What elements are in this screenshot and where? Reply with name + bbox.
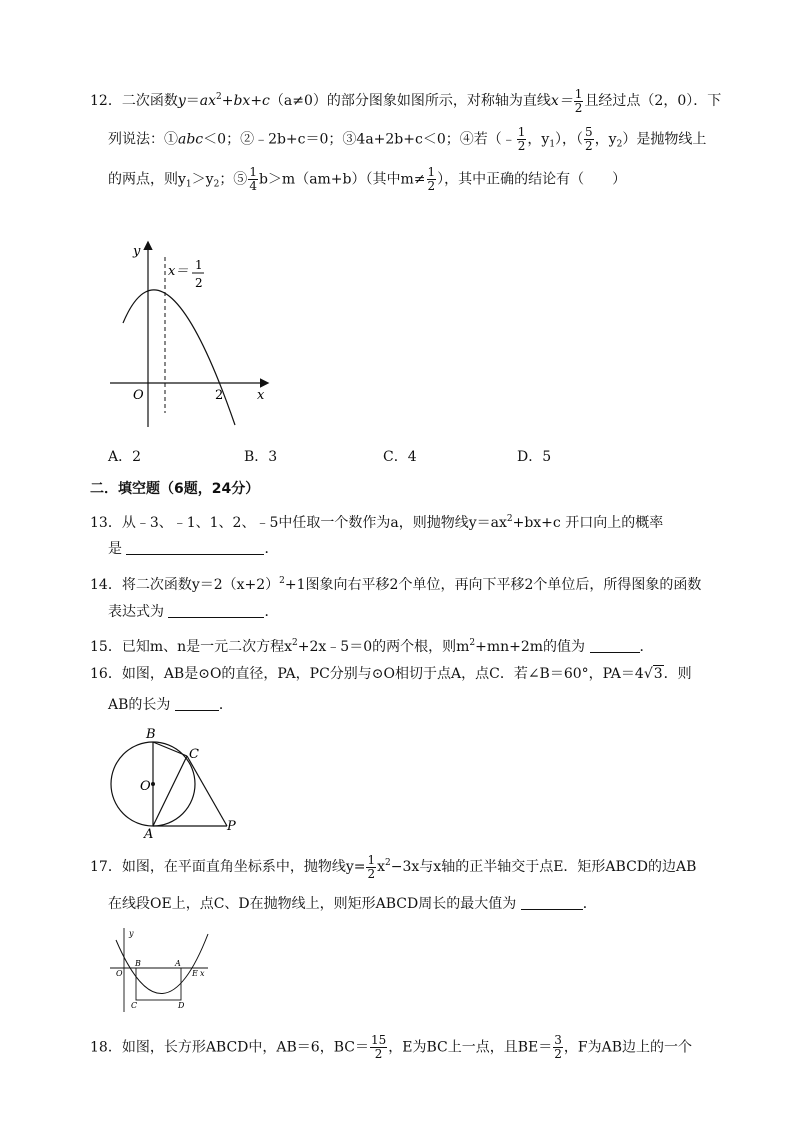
center-dot: [151, 782, 155, 786]
y-axis-label: y: [133, 244, 141, 259]
option-a[interactable]: A．2: [108, 449, 142, 465]
axis-frac-num: 1: [195, 258, 203, 272]
origin-label: O: [133, 388, 144, 403]
q16-line-2: AB的长为 ．: [108, 697, 233, 713]
tangent-pc: [187, 756, 227, 826]
label-b: B: [146, 727, 156, 742]
q17-line-2: 在线段OE上，点C、D在抛物线上，则矩形ABCD周长的最大值为 ．: [108, 896, 597, 912]
q17-answer-blank[interactable]: [521, 895, 583, 910]
q12-line-1: 12．二次函数$y=ax^2+bx+c(a\ne 0)$的部分图象如图所示，对称轴为直线x＝ $\frac{1}{2}$ 且经过点（2，0）．下: [90, 86, 722, 115]
label-o: O: [116, 969, 123, 978]
q17-line-1: 17．如图，在平面直角坐标系中，抛物线y= $\frac{1}{2}$ $x^2-3x$与x轴的正半轴交于点E．矩形ABCD的边AB: [90, 852, 697, 881]
label-c: C: [131, 1001, 138, 1010]
q15-answer-blank[interactable]: [590, 638, 640, 653]
label-y: y: [129, 929, 134, 938]
q16-circle-figure: [100, 722, 250, 842]
q14-line-1: 14．将二次函数$y=2(x+2)^2+1$图象向右平移2个单位，再向下平移2个单位后，所得图象的函数: [90, 576, 702, 593]
section-heading: 二．填空题（6题，24分）: [90, 481, 260, 497]
segment-ac: [153, 756, 187, 826]
label-e: E: [192, 969, 198, 978]
q13-line-2: 是 ．: [108, 541, 279, 557]
option-c[interactable]: C．4: [383, 449, 417, 465]
parabola-curve: [123, 290, 235, 425]
q13-answer-blank[interactable]: [126, 540, 264, 555]
q18-line-1: 18．如图，长方形ABCD中，AB＝6，BC＝ $\frac{15}{2}$ ，E为BC上一点，且BE＝ $\frac{3}{2}$ ，F为AB边上的一个: [90, 1033, 693, 1061]
label-p: P: [227, 819, 236, 834]
label-o: O: [140, 779, 151, 794]
x-axis-label: x: [257, 388, 265, 403]
label-b: B: [135, 959, 141, 968]
axis-frac-den: 2: [195, 276, 203, 290]
segment-bc: [153, 742, 187, 756]
q14-answer-blank[interactable]: [168, 603, 264, 618]
option-b[interactable]: B．3: [244, 449, 278, 465]
option-d[interactable]: D．5: [517, 449, 552, 465]
q16-answer-blank[interactable]: [175, 696, 219, 711]
q13-line-1: 13．从﹣3、﹣1、1、2、﹣5中任取一个数作为a，则抛物线$y=ax^2+bx+c$ 开口向上的概率: [90, 514, 664, 531]
q12-line-2: 列说法：①abc＜0；②﹣2b+c＝0；③4a+2b+c＜0；④若（﹣ $\frac{1}{2}$ ，$y_1$），（ $\frac{5}{2}$ ，$y_2$）是抛物线上: [108, 125, 707, 153]
label-d: D: [178, 1001, 185, 1010]
q15-line-1: 15．已知m、n是一元二次方程$x^2+2x﹣5=0$的两个根，则$m^2+mn+2m$的值为 ．: [90, 638, 654, 655]
q14-line-2: 表达式为 ．: [108, 604, 279, 620]
axis-eq-label: x＝: [168, 264, 189, 279]
q12-parabola-figure: [105, 235, 280, 435]
q17-parabola-figure: [108, 926, 214, 1014]
q16-line-1: 16．如图，AB是⊙O的直径，PA，PC分别与⊙O相切于点A，点C．若∠B＝60°，PA＝4√3．则: [90, 666, 692, 682]
parabola-curve: [116, 934, 208, 994]
q12-line-3: 的两点，则$y_1>y_2$；⑤ $\frac{1}{4}$ b＞m（am+b）（其中m≠ $\frac{1}{2}$ ），其中正确的结论有（ ）: [108, 165, 627, 193]
label-a: A: [144, 827, 154, 842]
label-x: x: [200, 969, 205, 978]
point-two-label: 2: [215, 388, 224, 403]
label-c: C: [189, 747, 199, 762]
label-a: A: [175, 959, 181, 968]
